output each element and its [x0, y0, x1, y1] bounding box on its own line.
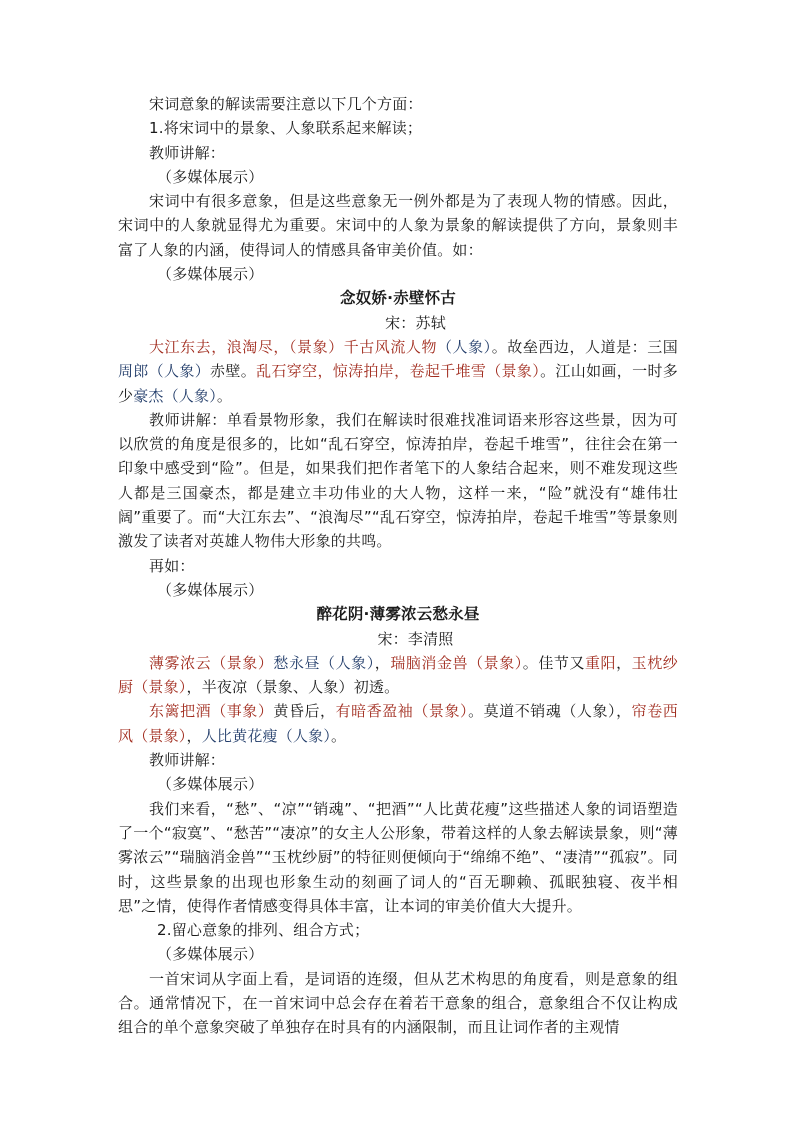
- multimedia-note: （多媒体展示）: [157, 775, 264, 794]
- poem-annotation: （人象）: [437, 337, 492, 356]
- poem1-author: 宋：苏轼: [385, 313, 446, 332]
- poem-annotation: （景象）: [133, 678, 187, 697]
- poem-phrase: 。故垒西边，人道是：三国: [491, 337, 678, 356]
- poem-annotation: （景象）: [413, 702, 469, 721]
- poem-phrase: 薄雾浓云: [149, 653, 212, 672]
- poem-phrase: 黄昏后，: [273, 702, 336, 721]
- poem-phrase: 有暗香盈袖: [335, 702, 414, 721]
- teacher-explain-label: 教师讲解：: [149, 751, 226, 770]
- poem-annotation: （景象）: [468, 653, 523, 672]
- poem1-text: [118, 335, 678, 408]
- again-label: 再如：: [149, 556, 195, 575]
- point-1-heading: 1.将宋词中的景象、人象联系起来解读；: [149, 119, 423, 138]
- intro-line: 宋词意象的解读需要注意以下几个方面：: [149, 95, 423, 113]
- multimedia-note: （多媒体展示）: [157, 580, 264, 599]
- poem-phrase: 重阳: [585, 653, 617, 672]
- poem-phrase: 。佳节又: [522, 653, 585, 672]
- poem-phrase: 东篱把酒: [149, 702, 212, 721]
- multimedia-note: （多媒体展示）: [157, 167, 264, 186]
- poem2-stanza-1: [118, 651, 678, 700]
- poem-phrase: 玉枕纱厨: [118, 653, 678, 697]
- poem-phrase: ，: [616, 653, 632, 672]
- poem-phrase: 大江东去，浪淘尽，: [149, 337, 289, 356]
- poem-phrase: 。: [216, 386, 233, 405]
- poem-phrase: ，半夜凉（景象、人象）初透。: [186, 678, 400, 697]
- poem-phrase: 豪杰（人象）: [133, 386, 217, 405]
- poem-annotation: （景象）: [133, 726, 187, 745]
- poem2-author: 宋：李清照: [377, 629, 454, 648]
- poem-phrase: 瑞脑消金兽: [390, 653, 469, 672]
- poem-phrase: 。: [331, 726, 347, 745]
- paragraph-teacher-explain-1: 教师讲解：单看景物形象，我们在解读时很难找准词语来形容这些景，因为可以欣赏的角度是很多的，比如“乱石穿空，惊涛拍岸，卷起千堆雪”，往往会在第一印象中感受到“险”。但是，如果我们把作者笔下的人象结合起来，则不难发现这些人都是三国豪杰，都是建立丰功伟业的大人物，这样一来，“险”就没有“雄伟壮阔”重要了。而“大江东去”、“浪淘尽”“乱石穿空，惊涛拍岸，卷起千堆雪”等景象则激发了读者对英雄人物伟大形象的共鸣。: [118, 410, 678, 551]
- poem-annotation: （景象）: [486, 362, 541, 381]
- poem-phrase: 千古风流人物: [343, 337, 437, 356]
- poem-annotation: （景象）: [288, 337, 344, 356]
- poem-phrase: 人比黄花瘦（人象）: [201, 726, 332, 745]
- paragraph-teacher-explain-2: 我们来看，“愁”、“凉”“销魂”、“把酒”“人比黄花瘦”这些描述人象的词语塑造了一个“寂寞”、“愁苦”“凄凉”的女主人公形象，带着这样的人象去解读景象，则“薄雾浓云”“瑞脑消金兽”“玉枕纱厨”的特征则便倾向于“绵绵不绝”、“凄清”“孤寂”。同时，这些景象的出现也形象生动的刻画了词人的“百无聊赖、孤眠独寝、夜半相思”之情，使得作者情感变得具体丰富，让本词的审美价值大大提升。: [118, 799, 678, 915]
- poem-phrase: ，: [374, 653, 391, 672]
- poem2-title: 醉花阴·薄雾浓云愁永昼: [316, 605, 480, 624]
- paragraph-combination: 一首宋词从字面上看，是词语的连缀，但从艺术构思的角度看，则是意象的组合。通常情况下，在一首宋词中总会存在着若干意象的组合，意象组合不仅让构成组合的单个意象突破了单独存在时具有的内涵限制，而且让词作者的主观情: [118, 969, 678, 1037]
- document-page: [118, 92, 678, 1040]
- teacher-explain-label: 教师讲解：: [149, 143, 226, 162]
- point-2-heading: 2.留心意象的排列、组合方式；: [157, 921, 370, 940]
- poem-phrase: 愁永昼（人象）: [273, 653, 375, 672]
- poem-annotation: （事象）: [211, 702, 274, 721]
- poem-annotation: （景象）: [211, 653, 274, 672]
- poem-phrase: ，: [186, 726, 202, 745]
- paragraph-imagery: 宋词中有很多意象，但是这些意象无一例外都是为了表现人物的情感。因此，宋词中的人象就显得尤为重要。宋词中的人象为景象的解读提供了方向，景象则丰富了人象的内涵，使得词人的情感具备审美价值。如：: [118, 192, 678, 259]
- multimedia-note: （多媒体展示）: [157, 945, 264, 964]
- poem-phrase: 。莫道不销魂（人象），: [468, 702, 632, 721]
- poem-phrase: 帘卷西风: [118, 702, 678, 745]
- poem-phrase: 。江山如画，一时多少: [118, 362, 678, 405]
- poem-phrase: 赤壁。: [210, 362, 257, 381]
- poem-phrase: 周郎（人象）: [118, 362, 211, 381]
- poem-phrase: 乱石穿空，惊涛拍岸，卷起千堆雪: [256, 362, 487, 381]
- poem1-title: 念奴娇·赤壁怀古: [340, 289, 456, 308]
- multimedia-note: （多媒体展示）: [157, 265, 264, 284]
- poem2-stanza-2: [118, 699, 678, 748]
